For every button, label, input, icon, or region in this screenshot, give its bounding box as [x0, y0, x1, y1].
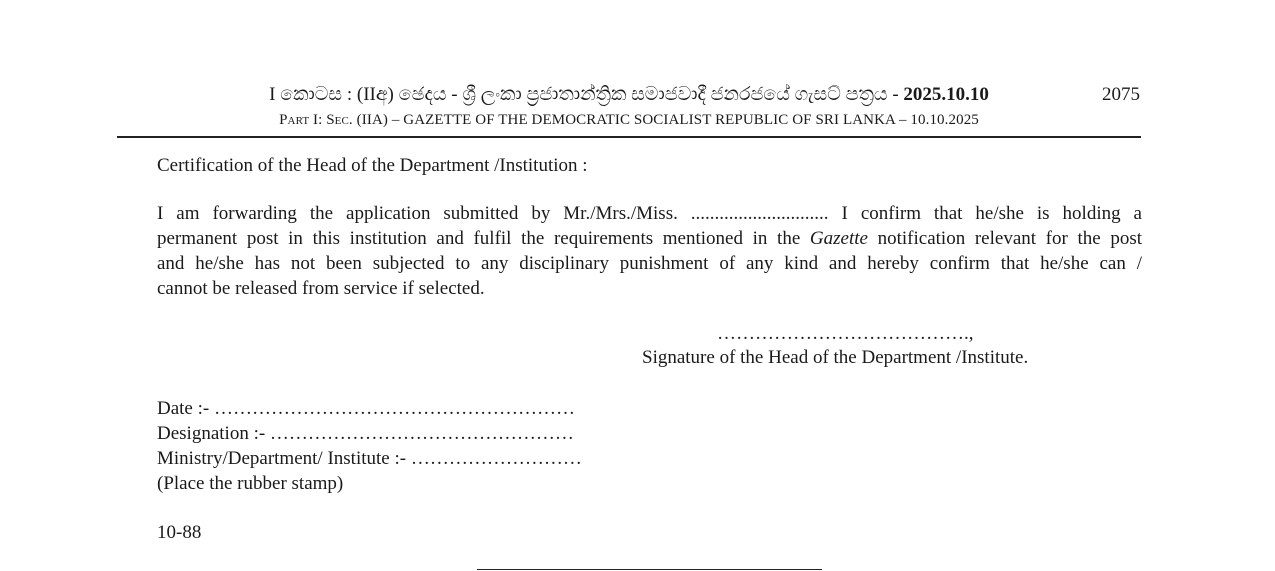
- gazette-header-english: Part I: Sec. (IIA) – GAZETTE OF THE DEMOCRATIC SOCIALIST REPUBLIC OF SRI LANKA – 10.10.2025: [279, 112, 979, 128]
- certification-paragraph: [157, 201, 1142, 301]
- paragraph-line-2-end: notification relevant for the post: [877, 228, 1143, 249]
- gazette-italic: Gazette: [809, 228, 868, 249]
- paragraph-line-4: cannot be released from service if selected.: [157, 278, 485, 299]
- header-sinhala-date: 2025.10.10: [903, 84, 989, 105]
- stamp-note: (Place the rubber stamp): [157, 473, 344, 494]
- header-divider: [117, 136, 1141, 138]
- paragraph-line-3: and he/she has not been subjected to any disciplinary punishment of any kind and hereby confirm that he/she can /: [157, 253, 1142, 274]
- certification-heading: Certification of the Head of the Department /Institution :: [157, 155, 588, 176]
- paragraph-line-1: I am forwarding the application submitted by Mr./Mrs./Miss. ............................. I confirm that he/she is holding a: [157, 203, 1142, 224]
- footer-divider: [477, 569, 822, 570]
- page-number: 2075: [1102, 84, 1140, 105]
- notice-code: 10-88: [157, 522, 202, 543]
- ministry-field: Ministry/Department/ Institute :- ………………………: [157, 448, 582, 469]
- date-field: Date :- …………………………………………………: [157, 398, 575, 419]
- paragraph-line-2-start: permanent post in this institution and fulfil the requirements mentioned in the: [157, 228, 801, 249]
- header-sinhala-text: I කොටස : (IIඅ) ඡෙදය - ශ්‍රී ලංකා ප්‍රජාතාන්ත්‍රික සමාජවාදී ජනරජයේ ගැසට් පත්‍රය -: [269, 84, 899, 105]
- designation-field: Designation :- …………………………………………: [157, 423, 574, 444]
- paragraph-line-2: [157, 226, 1142, 251]
- signature-label: Signature of the Head of the Department /Institute.: [642, 347, 1029, 368]
- signature-line: ………………………………….,: [717, 323, 974, 344]
- gazette-header-sinhala: [0, 84, 1258, 106]
- header-part: Part I: [279, 112, 319, 128]
- header-sec: Sec.: [326, 112, 353, 128]
- header-english-rest: (IIA) – GAZETTE OF THE DEMOCRATIC SOCIALIST REPUBLIC OF SRI LANKA – 10.10.2025: [356, 112, 979, 128]
